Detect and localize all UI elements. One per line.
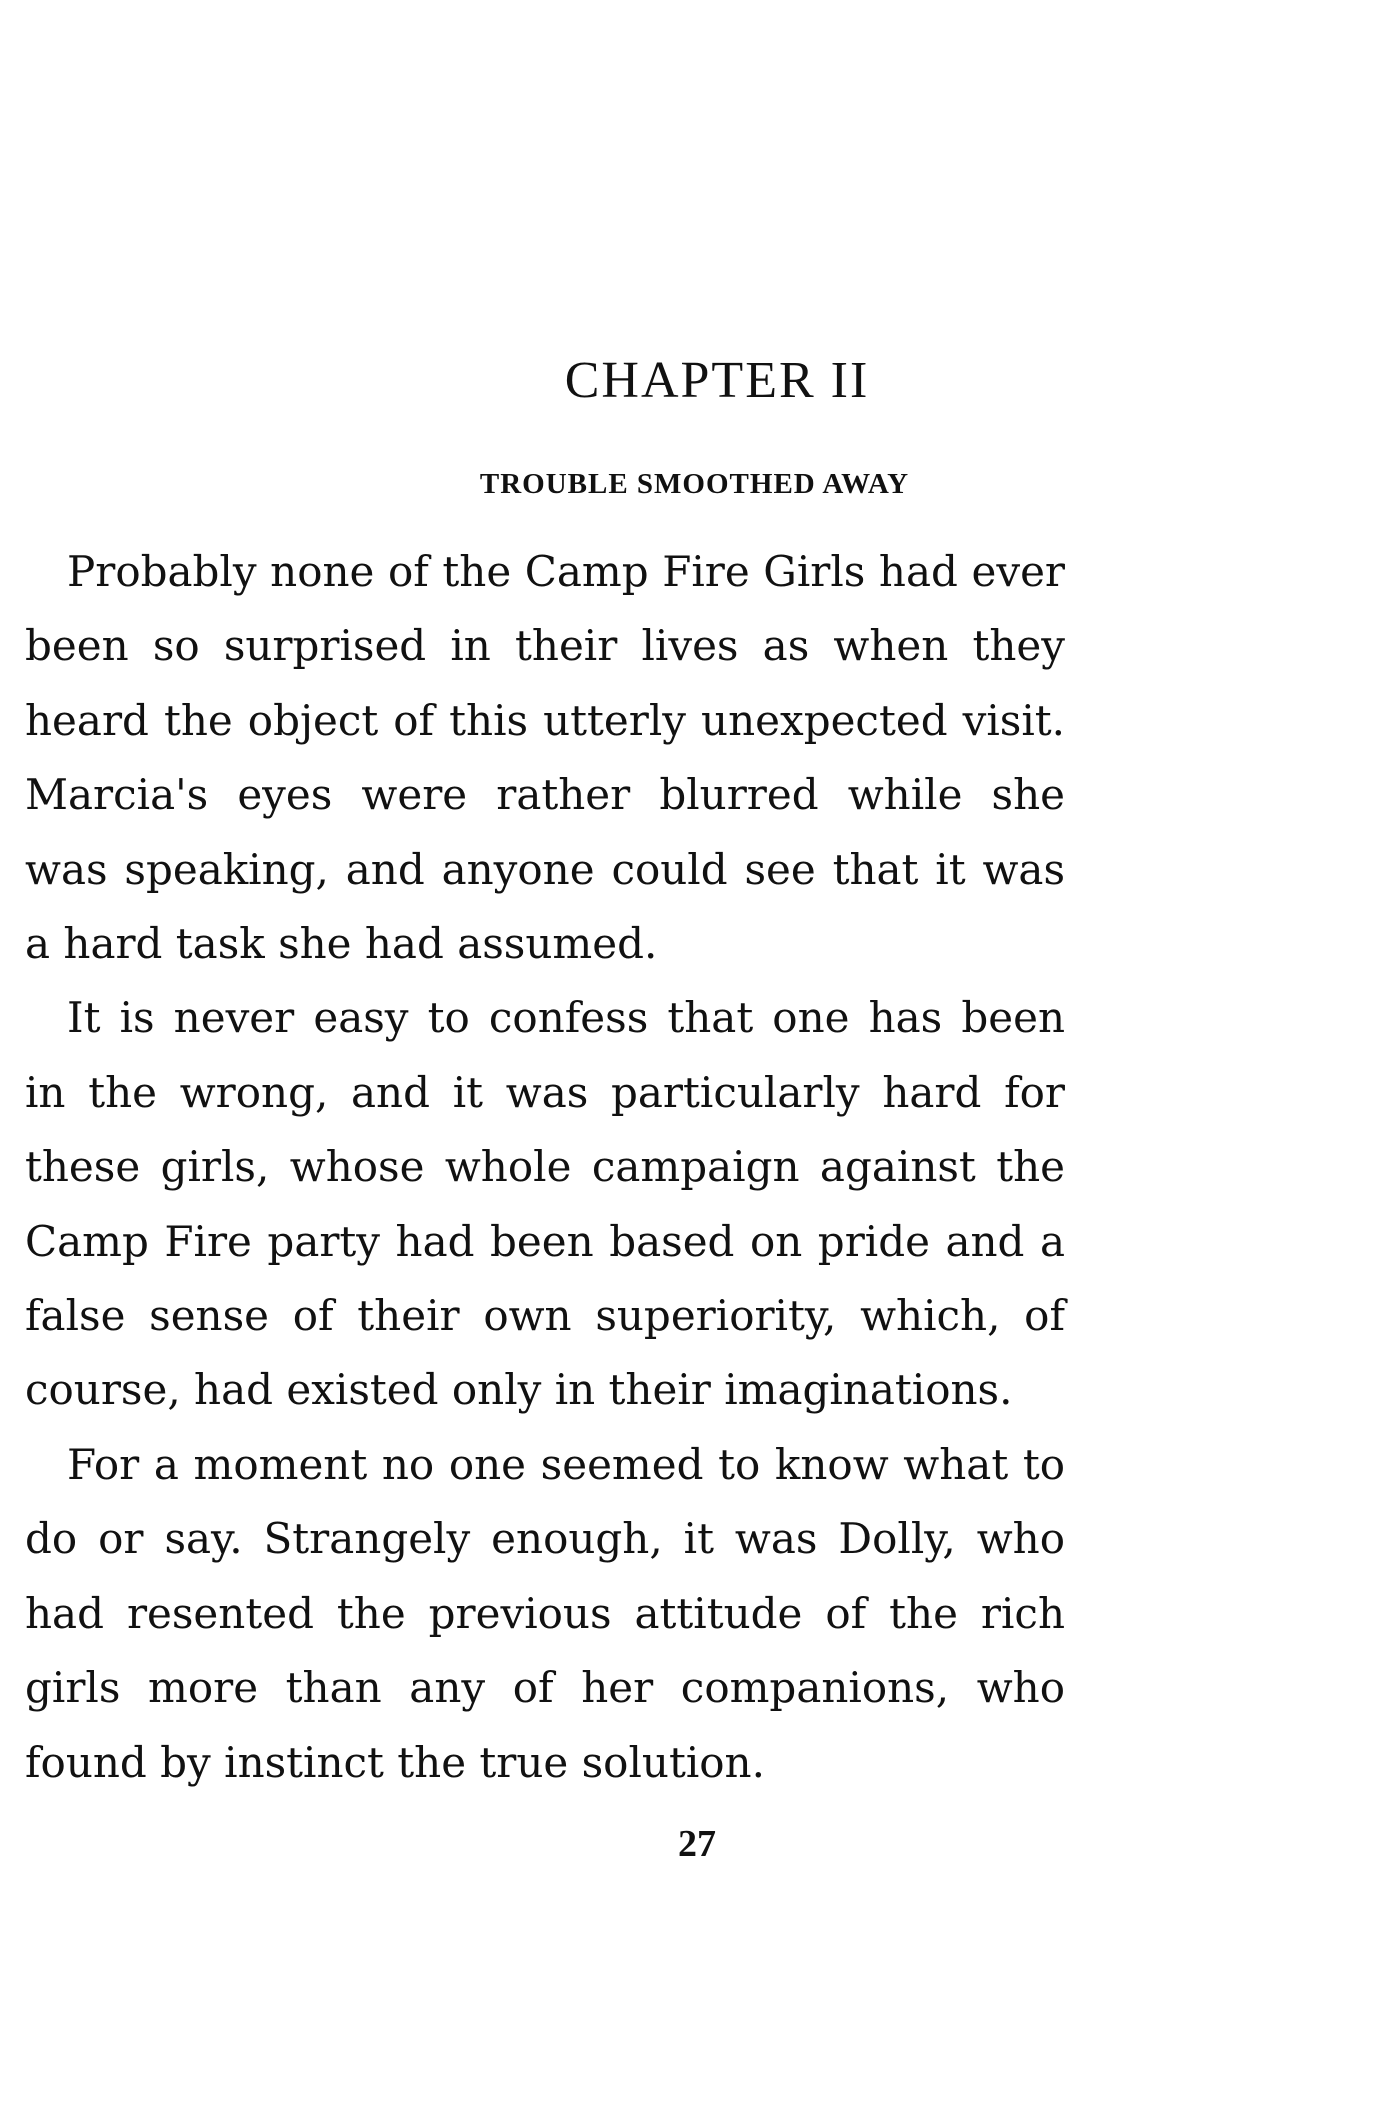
chapter-subtitle: TROUBLE SMOOTHED AWAY	[479, 468, 910, 500]
chapter-body	[25, 535, 1065, 1800]
chapter-title: CHAPTER II	[564, 352, 870, 409]
paragraph: For a moment no one seemed to know what to do or say. Strangely enough, it was Dolly, who had resented the previous attitude of the rich girls more than any of her companions, who found by instinct the true solution.	[25, 1439, 1065, 1787]
page-number: 27	[678, 1823, 716, 1865]
paragraph: It is never easy to confess that one has been in the wrong, and it was particularly hard for these girls, whose whole campaign against the Camp Fire party had been based on pride and a false sense of their own superiority, which, of course, had existed only in their imaginations.	[25, 993, 1065, 1415]
paragraph: Probably none of the Camp Fire Girls had ever been so surprised in their lives as when they heard the object of this utterly unexpected visit. Marcia's eyes were rather blurred while she was speaking, and anyone could see that it was a hard task she had assumed.	[25, 547, 1065, 969]
